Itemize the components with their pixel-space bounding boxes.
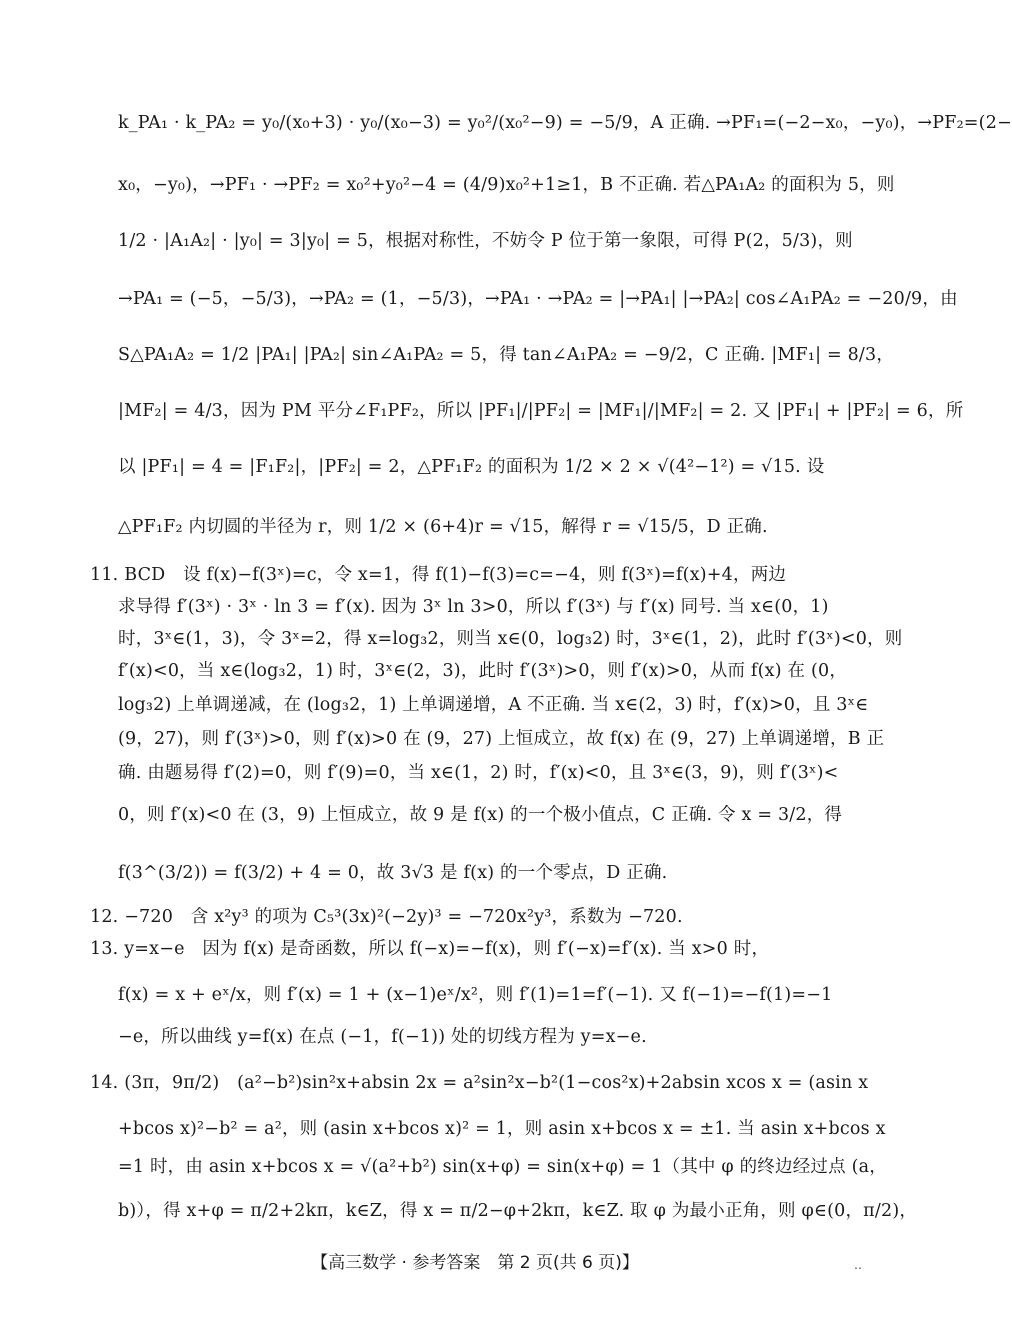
text-line: →PA₁ = (−5，−5/3)，→PA₂ = (1，−5/3)，→PA₁ · →PA₂ = |→PA₁| |→PA₂| cos∠A₁PA₂ = −20/9，由	[118, 289, 958, 309]
text-line: 1/2 · |A₁A₂| · |y₀| = 3|y₀| = 5，根据对称性，不妨令 P 位于第一象限，可得 P(2，5/3)，则	[118, 231, 853, 251]
text-line: S△PA₁A₂ = 1/2 |PA₁| |PA₂| sin∠A₁PA₂ = 5，得 tan∠A₁PA₂ = −9/2，C 正确. |MF₁| = 8/3，	[118, 345, 895, 365]
text-line: 14. (3π，9π/2) (a²−b²)sin²x+absin 2x = a²sin²x−b²(1−cos²x)+2absin xcos x = (asin x	[90, 1073, 869, 1093]
text-line: 12. −720 含 x²y³ 的项为 C₅³(3x)²(−2y)³ = −720x²y³，系数为 −720.	[90, 907, 683, 927]
text-line: k_PA₁ · k_PA₂ = y₀/(x₀+3) · y₀/(x₀−3) = y₀²/(x₀²−9) = −5/9，A 正确. →PF₁=(−2−x₀，−y₀)，→PF₂=(2−	[118, 113, 1012, 133]
text-line: 确. 由题易得 f′(2)=0，则 f′(9)=0，当 x∈(1，2) 时，f′(x)<0，且 3ˣ∈(3，9)，则 f′(3ˣ)<	[118, 763, 839, 783]
text-line: log₃2) 上单调递减，在 (log₃2，1) 上单调递增，A 不正确. 当 x∈(2，3) 时，f′(x)>0，且 3ˣ∈	[118, 695, 869, 715]
page-footer: 【高三数学 · 参考答案 第 2 页(共 6 页)】	[311, 1253, 639, 1273]
text-line: b)），得 x+φ = π/2+2kπ，k∈Z，得 x = π/2−φ+2kπ，k∈Z. 取 φ 为最小正角，则 φ∈(0，π/2)，	[118, 1201, 918, 1221]
text-line: 以 |PF₁| = 4 = |F₁F₂|，|PF₂| = 2，△PF₁F₂ 的面积为 1/2 × 2 × √(4²−1²) = √15. 设	[118, 457, 825, 477]
text-line: |MF₂| = 4/3，因为 PM 平分∠F₁PF₂，所以 |PF₁|/|PF₂| = |MF₁|/|MF₂| = 2. 又 |PF₁| + |PF₂| = 6，所	[118, 401, 964, 421]
text-line: f(3^(3/2)) = f(3/2) + 4 = 0，故 3√3 是 f(x) 的一个零点，D 正确.	[118, 863, 668, 883]
text-line: f′(x)<0，当 x∈(log₃2，1) 时，3ˣ∈(2，3)，此时 f′(3ˣ)>0，则 f′(x)>0，从而 f(x) 在 (0，	[118, 661, 848, 681]
text-line: 0，则 f′(x)<0 在 (3，9) 上恒成立，故 9 是 f(x) 的一个极小值点，C 正确. 令 x = 3/2，得	[118, 805, 843, 825]
text-line: 13. y=x−e 因为 f(x) 是奇函数，所以 f(−x)=−f(x)，则 f′(−x)=f′(x). 当 x>0 时，	[90, 939, 770, 959]
text-line: =1 时，由 asin x+bcos x = √(a²+b²) sin(x+φ) = sin(x+φ) = 1（其中 φ 的终边经过点 (a，	[118, 1157, 887, 1177]
corner-mark: ‥	[853, 1258, 862, 1272]
text-line: (9，27)，则 f′(3ˣ)>0，则 f′(x)>0 在 (9，27) 上恒成立，故 f(x) 在 (9，27) 上单调递增，B 正	[118, 729, 885, 749]
text-line: 时，3ˣ∈(1，3)，令 3ˣ=2，得 x=log₃2，则当 x∈(0，log₃2) 时，3ˣ∈(1，2)，此时 f′(3ˣ)<0，则	[118, 629, 903, 649]
text-line: 11. BCD 设 f(x)−f(3ˣ)=c，令 x=1，得 f(1)−f(3)=c=−4，则 f(3ˣ)=f(x)+4，两边	[90, 565, 787, 585]
text-line: △PF₁F₂ 内切圆的半径为 r，则 1/2 × (6+4)r = √15，解得 r = √15/5，D 正确.	[118, 517, 768, 537]
text-line: 求导得 f′(3ˣ) · 3ˣ · ln 3 = f′(x). 因为 3ˣ ln 3>0，所以 f′(3ˣ) 与 f′(x) 同号. 当 x∈(0，1)	[118, 597, 829, 617]
text-line: x₀，−y₀)，→PF₁ · →PF₂ = x₀²+y₀²−4 = (4/9)x₀²+1≥1，B 不正确. 若△PA₁A₂ 的面积为 5，则	[118, 175, 895, 195]
text-line: −e，所以曲线 y=f(x) 在点 (−1，f(−1)) 处的切线方程为 y=x−e.	[118, 1027, 647, 1047]
text-line: f(x) = x + eˣ/x，则 f′(x) = 1 + (x−1)eˣ/x²，则 f′(1)=1=f′(−1). 又 f(−1)=−f(1)=−1	[118, 985, 833, 1005]
text-line: +bcos x)²−b² = a²，则 (asin x+bcos x)² = 1，则 asin x+bcos x = ±1. 当 asin x+bcos x	[118, 1119, 886, 1139]
